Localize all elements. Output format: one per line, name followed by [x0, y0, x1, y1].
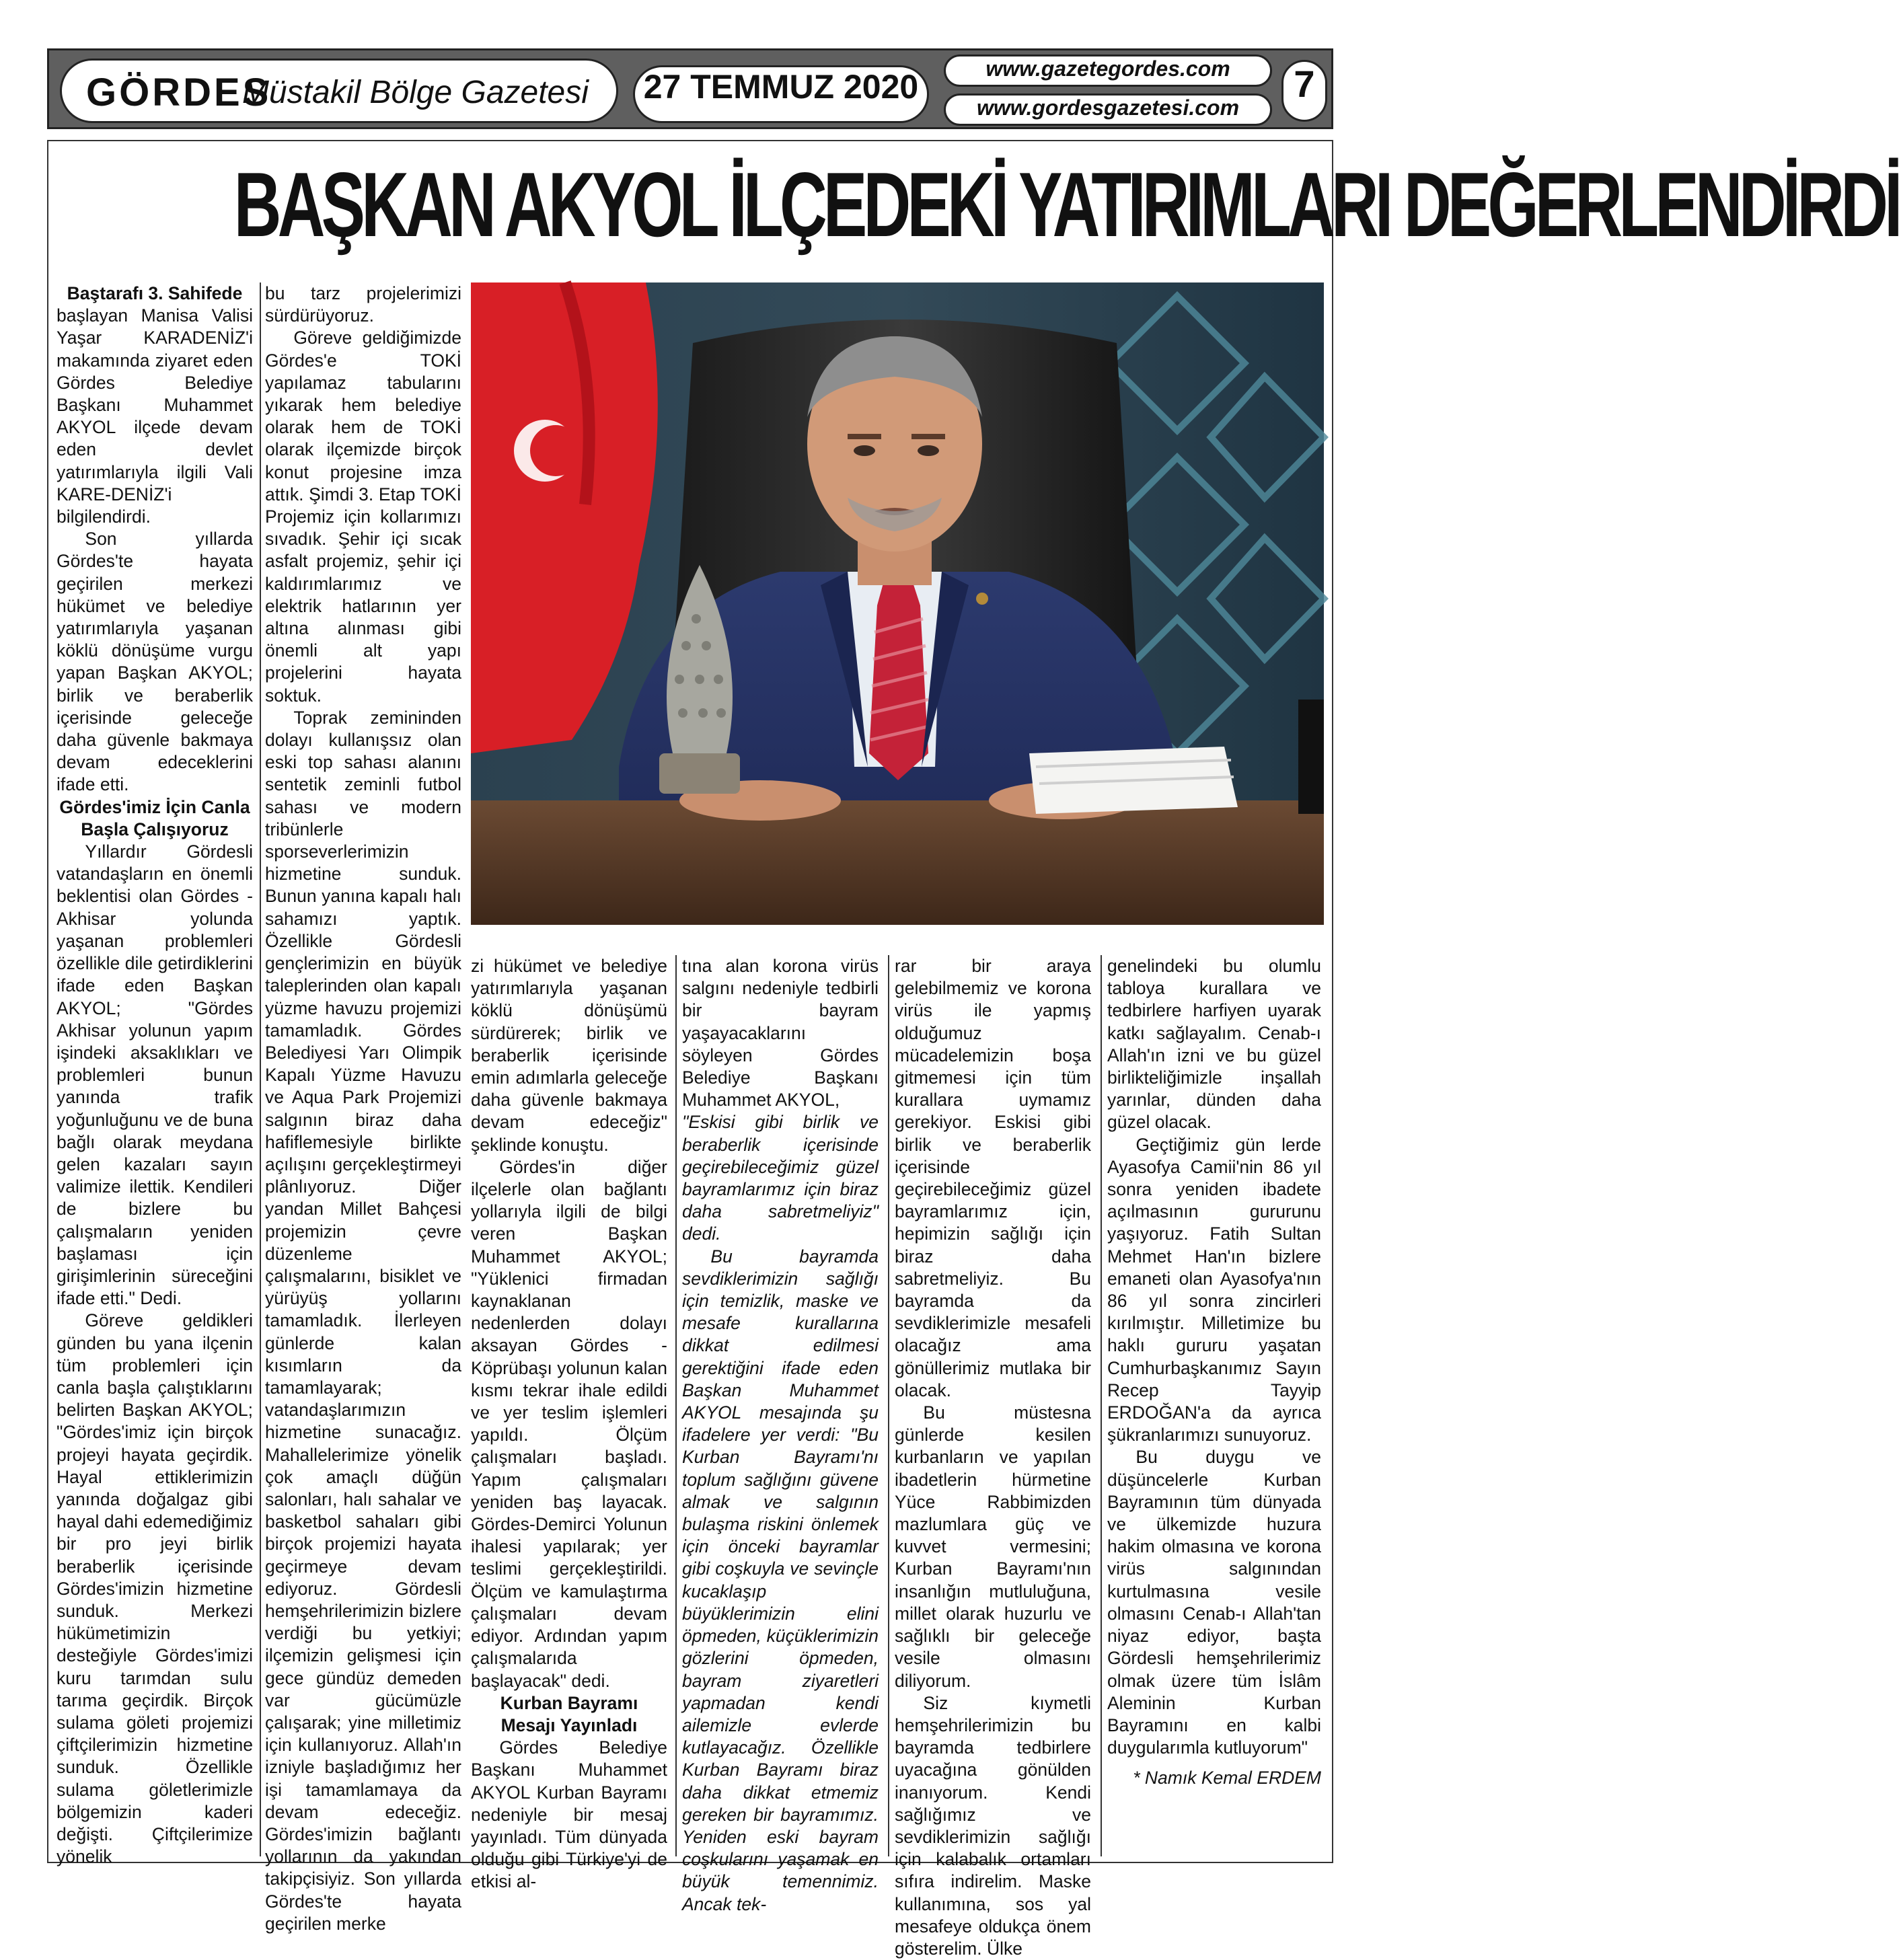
column-4 — [682, 955, 879, 1916]
paragraph: başlayan Manisa Valisi Yaşar KARADENİZ'i makamında ziyaret eden Gördes Belediye Başkanı Muhammet AKYOL ilçede devam eden devlet yatırımlarıyla ilgili Vali KARE-DENİZ'i bilgilendirdi. — [57, 305, 253, 527]
paragraph-quote: Bu bayramda sevdiklerimizin sağlığı için temizlik, maske ve mesafe kurallarına dikkat edilmesi gerektiğini ifade eden Başkan Muhammet AKYOL mesajında şu ifadelere yer verdi: "Bu Kurban Bayramı'nı toplum sağlığını güvene almak ve salgının bulaşma riskini önlemek için önceki bayramlar gibi coşkuyla ve sevinçle kucaklaşıp büyüklerimizin elini öpmeden, küçüklerimizin gözlerini öpmeden, bayram ziyaretleri yapmadan kendi ailemizle evlerde kutlayacağız. Özellikle Kurban Bayramı biraz daha dikkat etmemiz gereken bir bayramımız. Yeniden eski bayram coşkularını yaşamak en büyük temennimiz. Ancak tek- — [682, 1246, 879, 1914]
website-link-1[interactable]: www.gazetegordes.com — [944, 54, 1272, 87]
paragraph: Toprak zemininden dolayı kullanışsız olan eski top sahası alanını sentetik zeminli futbol sahası ve modern tribünlerle sporseverlerimizin hizmetine sunduk. Bunun yanına kapalı halı sahamızı yaptık. Özellikle Gördesli gençlerimizin en büyük taleplerinden olan kapalı yüzme havuzu projemizi tamamladık. Gördes Belediyesi Yarı Olimpik Kapalı Yüzme Havuzu ve Aqua Park Projemizi salgının biraz daha hafiflemesiyle birlikte açılışını gerçekleştirmeyi plânlıyoruz. Diğer yandan Millet Bahçesi projemizin çevre düzenleme çalışmalarını, bisiklet ve yürüyüş yollarını tamamladık. İlerleyen günlerde kalan kısımların da tamamlayarak; vatandaşlarımızın hizmetine sunacağız. Mahallelerimize yönelik çok amaçlı düğün salonları, halı sahalar ve basketbol sahaları gibi birçok projemizi hayata geçirmeye devam ediyoruz. Gördesli hemşehrilerimizin bizlere verdiği bu yetkiyi; ilçemizin gelişmesi için gece gündüz demeden var gücümüzle çalışarak; yine milletimiz için kullanıyoruz. Allah'ın izniyle başladığımız her işi tamamlamaya da devam edeceğiz. Gördes'imizin bağlantı yollarının da yakından takipçisiyiz. Son yıllarda Gördes'te hayata geçirilen merke — [265, 707, 461, 1934]
column-rule — [260, 282, 261, 1856]
paragraph: bu tarz projelerimizi sürdürüyoruz. — [265, 283, 461, 326]
brand-pill — [60, 59, 618, 123]
headline-container — [57, 152, 1899, 260]
issue-date: 27 TEMMUZ 2020 — [633, 65, 929, 123]
paragraph-quote: "Eskisi gibi birlik ve beraberlik içerisinde geçirebileceğimiz güzel bayramlarımız için biraz daha sabretmeliyiz" dedi. — [682, 1112, 879, 1244]
column-1 — [57, 282, 253, 1868]
paragraph-quote: Bu müstesna günlerde kesilen kurbanların ve yapılan ibadetlerin hürmetine Yüce Rabbimizden mazlumlara güç ve kuvvet vermesini; Kurban Bayramı'nın insanlığın mutluluğuna, millet olarak huzurlu ve sağlıklı bir geleceğe vesile olmasını diliyorum. — [895, 1402, 1091, 1691]
paragraph-quote: Geçtiğimiz gün lerde Ayasofya Camii'nin 86 yıl sonra yeniden ibadete açılmasının gururunu yaşıyoruz. Fatih Sultan Mehmet Han'ın bizlere emaneti olan Ayasofya'nın 86 yıl sonra zincirleri kırılmıştır. Milletimize bu haklı gururu yaşatan Cumhurbaşkanımız Sayın Recep Tayyip ERDOĞAN'a da ayrıca şükranlarımızı sunuyoruz. — [1107, 1134, 1321, 1445]
column-6 — [1107, 955, 1321, 1790]
paragraph: Yıllardır Gördesli vatandaşların en önemli beklentisi olan Gördes - Akhisar yolunda yaşanan problemleri özellikle dile getirdiklerini ifade eden Başkan AKYOL; "Gördes Akhisar yolunun yapım işindeki aksaklıkları ve problemleri bunun yanında trafik yoğunluğunu ve de buna bağlı olarak meydana gelen kazaları sayın valimize ilettik. Kendileri de bizlere bu çalışmaların yeniden başlaması için girişimlerinin süreceğini ifade etti." Dedi. — [57, 841, 253, 1309]
headline: BAŞKAN AKYOL İLÇEDEKİ YATIRIMLARI DEĞERLENDİRDİ — [233, 153, 1899, 256]
paragraph: tına alan korona virüs salgını nedeniyle tedbirli bir bayram yaşayacaklarını söyleyen Gördes Belediye Başkanı Muhammet AKYOL, — [682, 956, 879, 1110]
paragraph-quote: genelindeki bu olumlu tabloya kurallara ve tedbirlere harfiyen uyarak katkı sağlayalım. Cenab-ı Allah'ın izni ve bu güzel birlikteliğimizle inşallah yarınlar, dünden daha güzel olacak. — [1107, 956, 1321, 1133]
paragraph-quote: rar bir araya gelebilmemiz ve korona virüs ile yapmış olduğumuz mücadelemizin boşa gitmemesi için tüm kurallara uymamız gerekiyor. Eskisi gibi birlik ve beraberlik içerisinde geçirebileceğimiz güzel bayramlarımız için, hepimizin sağlığı için biraz daha sabretmeliyiz. Bu bayramda da sevdiklerimizle mesafeli olacağız ama gönüllerimiz mutlaka bir olacak. — [895, 956, 1091, 1400]
author-byline: * Namık Kemal ERDEM — [1133, 1768, 1321, 1788]
page-number: 7 — [1281, 60, 1327, 122]
paragraph: zi hükümet ve belediye yatırımlarıyla yaşanan köklü dönüşümü sürdürerek; birlik ve beraberlik içerisinde emin adımlarla geleceğe daha güvenle bakmaya devam edeceğiz" şeklinde konuştu. — [471, 956, 667, 1155]
continued-from-label: Baştarafı 3. Sahifede — [67, 283, 243, 303]
paragraph: Gördes Belediye Başkanı Muhammet AKYOL Kurban Bayramı nedeniyle bir mesaj yayınladı. Tüm dünyada olduğu gibi Türkiye'yi de etkisi al- — [471, 1737, 667, 1892]
masthead — [47, 48, 1333, 129]
paragraph-quote: Siz kıymetli hemşehrilerimizin bu bayramda tedbirlere uyacağına gönülden inanıyorum. Kendi sağlığımız ve sevdiklerimizin sağlığı için kalabalık ortamları sıfıra indirelim. Maske kullanımına, sos yal mesafeye oldukça önem gösterelim. Ülke — [895, 1692, 1091, 1959]
column-rule — [888, 955, 889, 1856]
brand-subtitle: Müstakil Bölge Gazetesi — [242, 75, 589, 110]
column-3 — [471, 955, 667, 1893]
paragraph-quote: Bu duygu ve düşüncelerle Kurban Bayramının tüm dünyada ve ülkemizde huzura hakim olmasına ve korona virüs salgınından kurtulmasına vesile olmasını Cenab-ı Allah'tan niyaz ediyor, başta Gördesli hemşehrilerimiz olmak üzere tüm İslâm Aleminin Kurban Bayramını en kalbi duygularımla kutluyorum" — [1107, 1447, 1321, 1758]
brand-name: GÖRDES — [86, 71, 272, 114]
column-rule — [1101, 955, 1102, 1856]
subheading: Gördes'imiz İçin Canla Başla Çalışıyoruz — [59, 796, 250, 839]
column-rule — [675, 955, 677, 1856]
paragraph: Göreve geldikleri günden bu yana ilçenin tüm problemleri için canla başla çalıştıklarını belirten Başkan AKYOL; "Gördes'imiz için birçok projeyi hayata geçirdik. Hayal ettiklerimizin yanında doğalgaz gibi hayal dahi edemediğimiz bir pro jeyi birlik beraberlik içerisinde Gördes'imizin hizmetine sunduk. Merkezi hükümetimizin desteğiyle Gördes'imizi kuru tarımdan sulu tarıma geçirdik. Birçok sulama göleti projemizi çiftçilerimizin hizmetine sunduk. Özellikle sulama göletlerimizle bölgemizin kaderi değişti. Çiftçilerimize yönelik — [57, 1310, 253, 1867]
paragraph: Gördes'in diğer ilçelerle olan bağlantı yollarıyla ilgili de bilgi veren Başkan Muhammet AKYOL; "Yüklenici firmadan kaynaklanan nedenlerden dolayı aksayan Gördes - Köprübaşı yolunun kalan kısmı tekrar ihale edildi ve yer teslim işlemleri yapıldı. Ölçüm çalışmaları başladı. Yapım çalışmaları yeniden baş layacak. Gördes-Demirci Yolunun ihalesi yapılarak; yer teslimi gerçekleştirildi. Ölçüm ve kamulaştırma çalışmaları devam ediyor. Ardından yapım çalışmalarıda başlayacak" dedi. — [471, 1156, 667, 1691]
column-2 — [265, 282, 461, 1935]
paragraph: Son yıllarda Gördes'te hayata geçirilen merkezi hükümet ve belediye yatırımlarıyla yaşanan köklü dönüşüme vurgu yapan Başkan AKYOL; birlik ve beraberlik içerisinde geleceğe daha güvenle bakmaya devam edeceklerini ifade etti. — [57, 529, 253, 795]
paragraph: Göreve geldiğimizde Gördes'e TOKİ yapılamaz tabularını yıkarak hem belediye olarak hem de TOKİ olarak ilçemizde birçok konut projesine imza attık. Şimdi 3. Etap TOKİ Projemiz için kollarımızı sıvadık. Şehir içi sıcak asfalt projemiz, şehir içi kaldırımlarımız ve elektrik hatlarının yer altına alınması gibi önemli alt yapı projelerini hayata soktuk. — [265, 328, 461, 706]
subheading: Kurban Bayramı Mesajı Yayınladı — [500, 1692, 638, 1735]
column-5 — [895, 955, 1091, 1960]
website-link-2[interactable]: www.gordesgazetesi.com — [944, 93, 1272, 126]
mayor-photo-illustration — [471, 282, 1324, 925]
mayor-photo — [471, 282, 1324, 925]
